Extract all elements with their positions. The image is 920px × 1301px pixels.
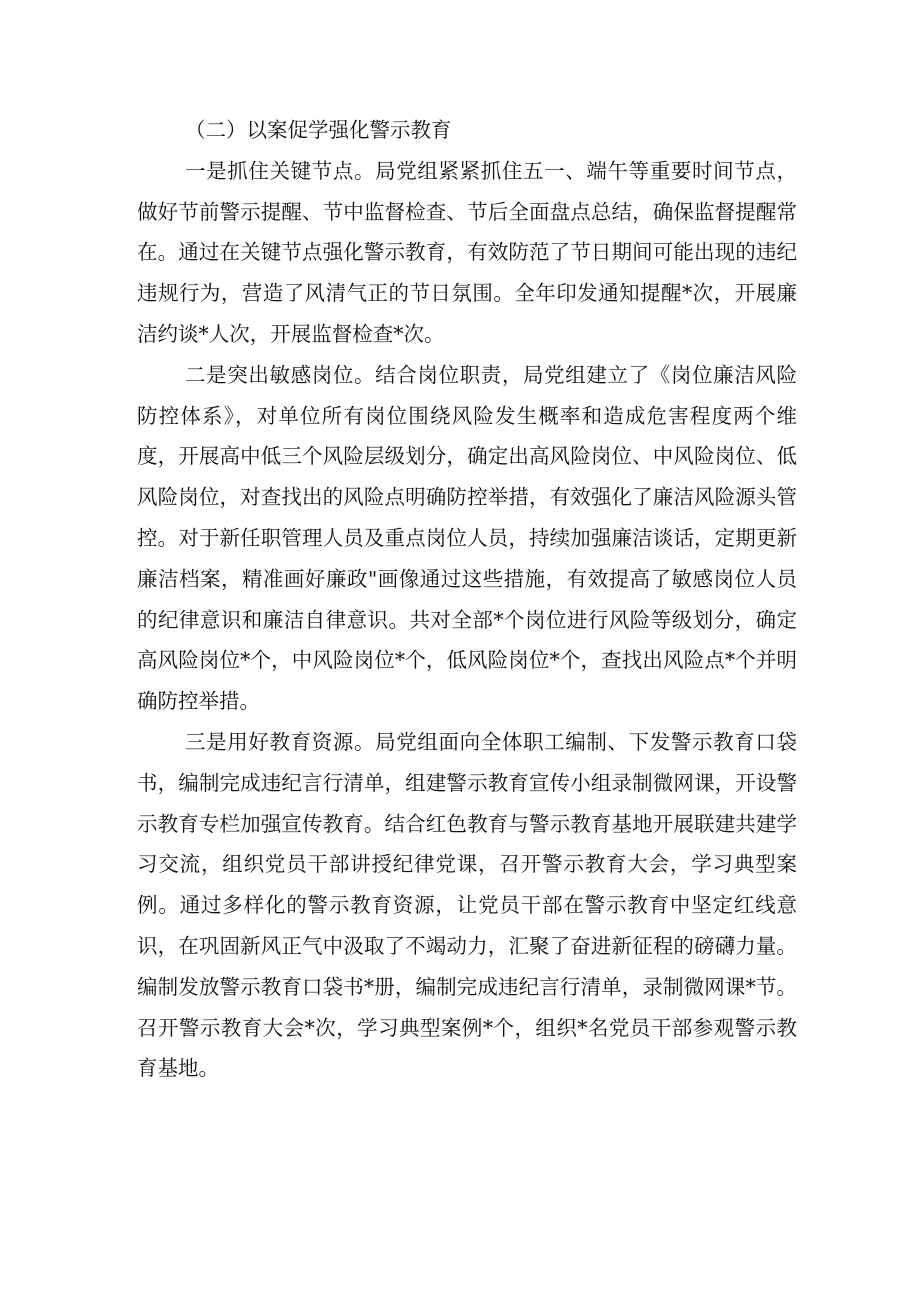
section-heading: （二）以案促学强化警示教育 bbox=[185, 118, 452, 142]
paragraph-sensitive-posts: 二是突出敏感岗位。结合岗位职责，局党组建立了《岗位廉洁风险防控体系》，对单位所有岗位围绕风险发生概率和造成危害程度两个维度，开展高中低三个风险层级划分，确定出高风险岗位、中风险岗位、低风险岗位，对查找出的风险点明确防控举措，有效强化了廉洁风险源头管控。对于新任职管理人员及重点岗位人员，持续加强廉洁谈话，定期更新廉洁档案，精准画好廉政"画像通过这些措施，有效提高了敏感岗位人员的纪律意识和廉洁自律意识。共对全部*个岗位进行风险等级划分，确定高风险岗位*个，中风险岗位*个，低风险岗位*个，查找出风险点*个并明确防控举措。 bbox=[137, 362, 797, 714]
document-body bbox=[137, 110, 797, 1089]
paragraph-key-nodes: 一是抓住关键节点。局党组紧紧抓住五一、端午等重要时间节点，做好节前警示提醒、节中监督检查、节后全面盘点总结，确保监督提醒常在。通过在关键节点强化警示教育，有效防范了节日期间可能出现的违纪违规行为，营造了风清气正的节日氛围。全年印发通知提醒*次，开展廉洁约谈*人次，开展监督检查*次。 bbox=[137, 158, 797, 346]
paragraph-education-resources: 三是用好教育资源。局党组面向全体职工编制、下发警示教育口袋书，编制完成违纪言行清单，组建警示教育宣传小组录制微网课，开设警示教育专栏加强宣传教育。结合红色教育与警示教育基地开展联建共建学习交流，组织党员干部讲授纪律党课，召开警示教育大会，学习典型案例。通过多样化的警示教育资源，让党员干部在警示教育中坚定红线意识，在巩固新风正气中汲取了不竭动力，汇聚了奋进新征程的磅礴力量。编制发放警示教育口袋书*册，编制完成违纪言行清单，录制微网课*节。召开警示教育大会*次，学习典型案例*个，组织*名党员干部参观警示教育基地。 bbox=[137, 729, 797, 1081]
